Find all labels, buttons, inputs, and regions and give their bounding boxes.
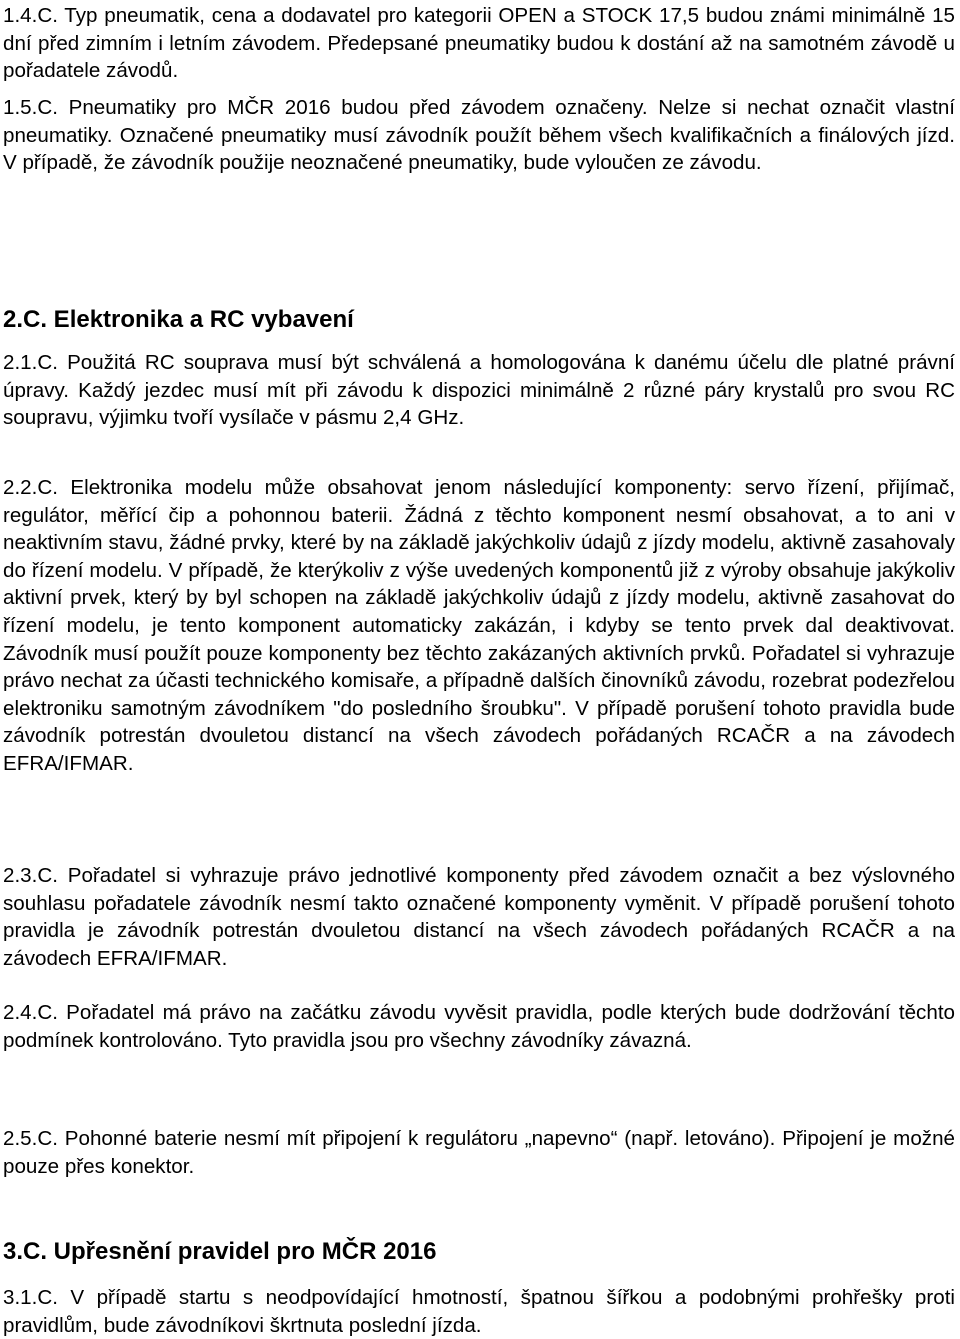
section-heading-3c: 3.C. Upřesnění pravidel pro MČR 2016 <box>3 1238 437 1265</box>
paragraph-2-1-c: 2.1.C. Použitá RC souprava musí být schválená a homologována k danému účelu dle platné právní úpravy. Každý jezdec musí mít při závodu k dispozici minimálně 2 různé páry krystalů pro svou RC soupravu, výjimku tvoří vysílače v pásmu 2,4 GHz. <box>3 351 955 430</box>
paragraph-1-5-c: 1.5.C. Pneumatiky pro MČR 2016 budou před závodem označeny. Nelze si nechat označit vlastní pneumatiky. Označené pneumatiky musí závodník použít během všech kvalifikačních a finálových jízd. V případě, že závodník použije neoznačené pneumatiky, bude vyloučen ze závodu. <box>3 96 955 175</box>
paragraph-2-5-c: 2.5.C. Pohonné baterie nesmí mít připojení k regulátoru „napevno“ (např. letováno). Připojení je možné pouze přes konektor. <box>3 1127 955 1178</box>
section-heading-2c: 2.C. Elektronika a RC vybavení <box>3 306 354 333</box>
paragraph-2-2-c: 2.2.C. Elektronika modelu může obsahovat jenom následující komponenty: servo řízení, přijímač, regulátor, měřící čip a pohonnou baterii. Žádná z těchto komponent nesmí obsahovat, a to ani v neaktivním stavu, žádné prvky, které by na základě jakýchkoliv údajů z jízdy modelu, aktivně zasahovaly do řízení modelu. V případě, že kterýkoliv z výše uvedených komponentů již z výroby obsahuje jakýkoliv aktivní prvek, který by byl schopen na základě jakýchkoliv údajů z jízdy modelu, aktivně zasahovat do řízení modelu, je tento komponent automaticky zakázán, i kdyby se tento prvek dal deaktivovat. Závodník musí použít pouze komponenty bez těchto zakázaných aktivních prvků. Pořadatel si vyhrazuje právo nechat za účasti technického komisaře, a případně dalších činovníků závodu, rozebrat podezřelou elektroniku samotným závodníkem "do posledního šroubku". V případě porušení tohoto pravidla bude závodník potrestán dvouletou distancí na všech závodech pořádaných RCAČR a na závodech EFRA/IFMAR. <box>3 476 955 775</box>
paragraph-2-4-c: 2.4.C. Pořadatel má právo na začátku závodu vyvěsit pravidla, podle kterých bude dodržování těchto podmínek kontrolováno. Tyto pravidla jsou pro všechny závodníky závazná. <box>3 1001 955 1052</box>
paragraph-2-3-c: 2.3.C. Pořadatel si vyhrazuje právo jednotlivé komponenty před závodem označit a bez výslovného souhlasu pořadatele závodník nesmí takto označené komponenty vyměnit. V případě porušení tohoto pravidla je závodník potrestán dvouletou distancí na všech závodech pořádaných RCAČR a na závodech EFRA/IFMAR. <box>3 864 955 970</box>
paragraph-3-1-c: 3.1.C. V případě startu s neodpovídající hmotností, špatnou šířkou a podobnými prohřešky proti pravidlům, bude závodníkovi škrtnuta poslední jízda. <box>3 1286 955 1337</box>
paragraph-1-4-c: 1.4.C. Typ pneumatik, cena a dodavatel pro kategorii OPEN a STOCK 17,5 budou známi minimálně 15 dní před zimním i letním závodem. Předepsané pneumatiky budou k dostání až na samotném závodě u pořadatele závodů. <box>3 4 955 83</box>
